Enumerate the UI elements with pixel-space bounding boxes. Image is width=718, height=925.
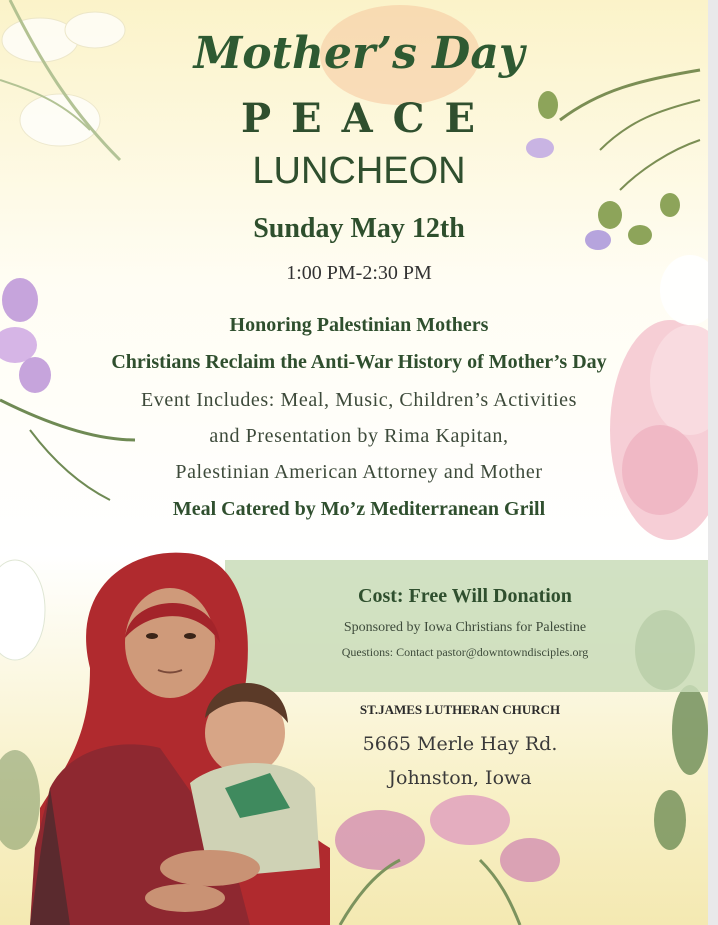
includes-line-3: Palestinian American Attorney and Mother	[175, 461, 543, 483]
flower-bottom-pink	[335, 795, 560, 925]
title-mothers-day: Mother’s Day	[193, 28, 525, 79]
catered-line: Meal Catered by Mo’z Mediterranean Grill	[172, 498, 546, 520]
title-peace: PEACE	[241, 95, 495, 142]
includes-line-1: Event Includes: Meal, Music, Children’s Activities	[140, 389, 578, 411]
cost-line: Cost: Free Will Donation	[358, 585, 572, 607]
sponsor-line: Sponsored by Iowa Christians for Palestine	[343, 620, 587, 635]
questions-line: Questions: Contact pastor@downtowndisciples.org	[341, 645, 589, 659]
venue-street: 5665 Merle Hay Rd.	[362, 733, 558, 755]
includes-line-2: and Presentation by Rima Kapitan,	[209, 425, 509, 447]
venue-name: ST.JAMES LUTHERAN CHURCH	[359, 702, 561, 717]
page-edge	[708, 0, 718, 925]
venue-city: Johnston, Iowa	[388, 767, 532, 789]
honoring-line: Honoring Palestinian Mothers	[229, 314, 489, 336]
event-date: Sunday May 12th	[253, 213, 465, 244]
title-luncheon: LUNCHEON	[252, 150, 466, 192]
reclaim-line: Christians Reclaim the Anti-War History of Mother’s Day	[111, 351, 607, 373]
event-time: 1:00 PM-2:30 PM	[286, 262, 432, 284]
